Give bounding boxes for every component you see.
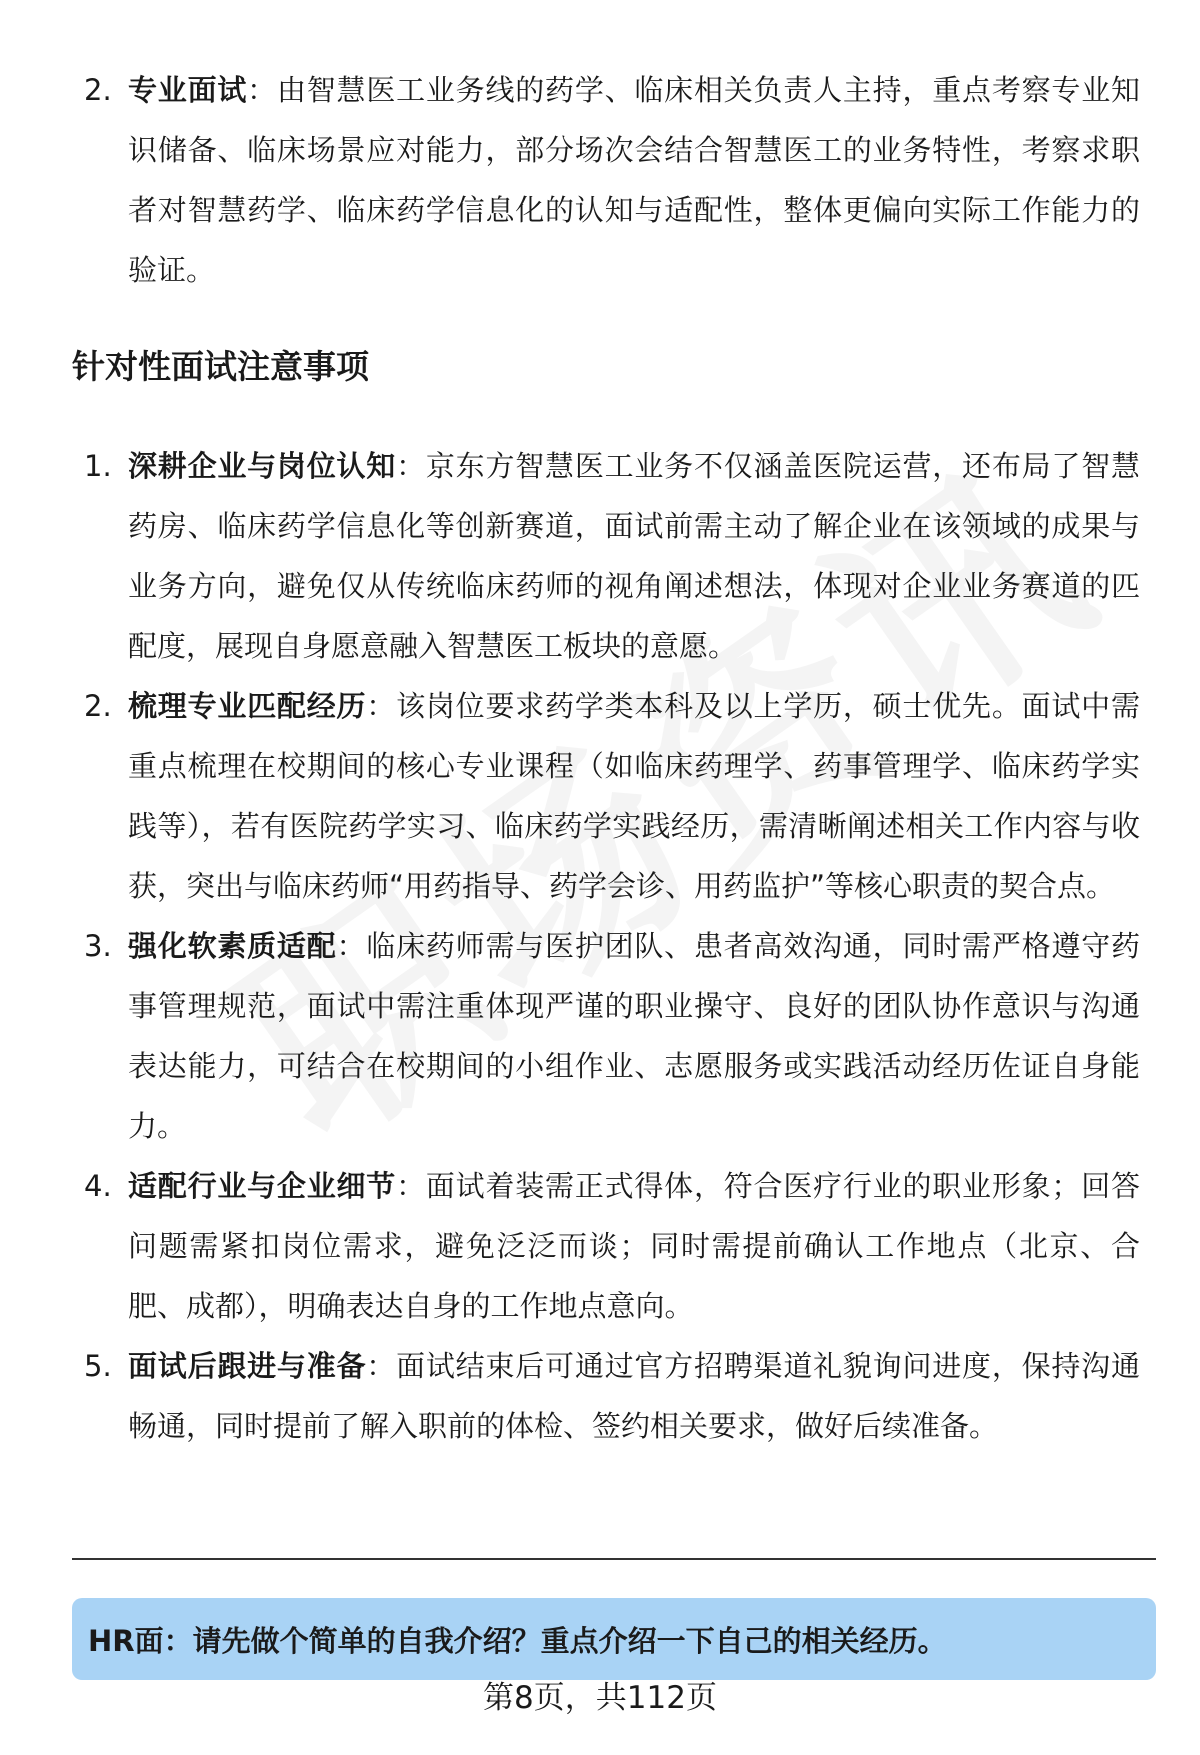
list-item-text: 由智慧医工业务线的药学、临床相关负责人主持，重点考察专业知识储备、临床场景应对能力，部分场次会结合智慧医工的业务特性，考察求职者对智慧药学、临床药学信息化的认知与适配性，整体更偏向实际工作能力的验证。 xyxy=(128,73,1140,287)
list-item xyxy=(0,916,1200,1156)
list-item xyxy=(0,436,1200,676)
list-item-term: 面试后跟进与准备 xyxy=(128,1349,367,1383)
list-item xyxy=(0,676,1200,916)
top-list xyxy=(0,60,1200,300)
list-item-number: 1. xyxy=(84,449,112,483)
page-number-label: 第8页，共112页 xyxy=(483,1680,717,1716)
list-item-text: 京东方智慧医工业务不仅涵盖医院运营，还布局了智慧药房、临床药学信息化等创新赛道，面试前需主动了解企业在该领域的成果与业务方向，避免仅从传统临床药师的视角阐述想法，体现对企业业务赛道的匹配度，展现自身愿意融入智慧医工板块的意愿。 xyxy=(128,449,1140,663)
list-item-colon: ： xyxy=(366,1349,397,1383)
list-item-text: 面试结束后可通过官方招聘渠道礼貌询问进度，保持沟通畅通，同时提前了解入职前的体检、签约相关要求，做好后续准备。 xyxy=(128,1349,1140,1443)
list-item xyxy=(0,1336,1200,1456)
callout-text: HR面：请先做个简单的自我介绍？重点介绍一下自己的相关经历。 xyxy=(88,1623,947,1658)
list-item-number: 4. xyxy=(84,1169,112,1203)
list-item-number: 2. xyxy=(84,73,112,107)
list-item-number: 2. xyxy=(84,689,112,723)
list-item-number: 3. xyxy=(84,929,112,963)
list-item-term: 适配行业与企业细节 xyxy=(128,1169,397,1203)
page-footer xyxy=(0,1676,1200,1720)
list-item-text: 该岗位要求药学类本科及以上学历，硕士优先。面试中需重点梳理在校期间的核心专业课程（如临床药理学、药事管理学、临床药学实践等），若有医院药学实习、临床药学实践经历，需清晰阐述相关工作内容与收获，突出与临床药师“用药指导、药学会诊、用药监护”等核心职责的契合点。 xyxy=(128,689,1140,903)
list-item-colon: ： xyxy=(396,449,426,483)
list-item-colon: ： xyxy=(396,1169,426,1203)
list-item-text: 临床药师需与医护团队、患者高效沟通，同时需严格遵守药事管理规范，面试中需注重体现严谨的职业操守、良好的团队协作意识与沟通表达能力，可结合在校期间的小组作业、志愿服务或实践活动经历佐证自身能力。 xyxy=(128,929,1140,1143)
list-item-term: 深耕企业与岗位认知 xyxy=(128,449,397,483)
section-divider xyxy=(72,1558,1156,1560)
list-item-number: 5. xyxy=(84,1349,112,1383)
main-list xyxy=(0,436,1200,1456)
list-item-colon: ： xyxy=(366,689,397,723)
list-item-colon: ： xyxy=(247,73,277,107)
section-heading: 针对性面试注意事项 xyxy=(72,347,369,386)
question-callout xyxy=(72,1598,1156,1680)
list-item xyxy=(0,60,1200,300)
list-item-term: 强化软素质适配 xyxy=(128,929,337,963)
list-item-term: 梳理专业匹配经历 xyxy=(128,689,367,723)
list-item-term: 专业面试 xyxy=(128,73,248,107)
list-item-colon: ： xyxy=(336,929,367,963)
list-item xyxy=(0,1156,1200,1336)
list-item-text: 面试着装需正式得体，符合医疗行业的职业形象；回答问题需紧扣岗位需求，避免泛泛而谈；同时需提前确认工作地点（北京、合肥、成都），明确表达自身的工作地点意向。 xyxy=(128,1169,1140,1323)
